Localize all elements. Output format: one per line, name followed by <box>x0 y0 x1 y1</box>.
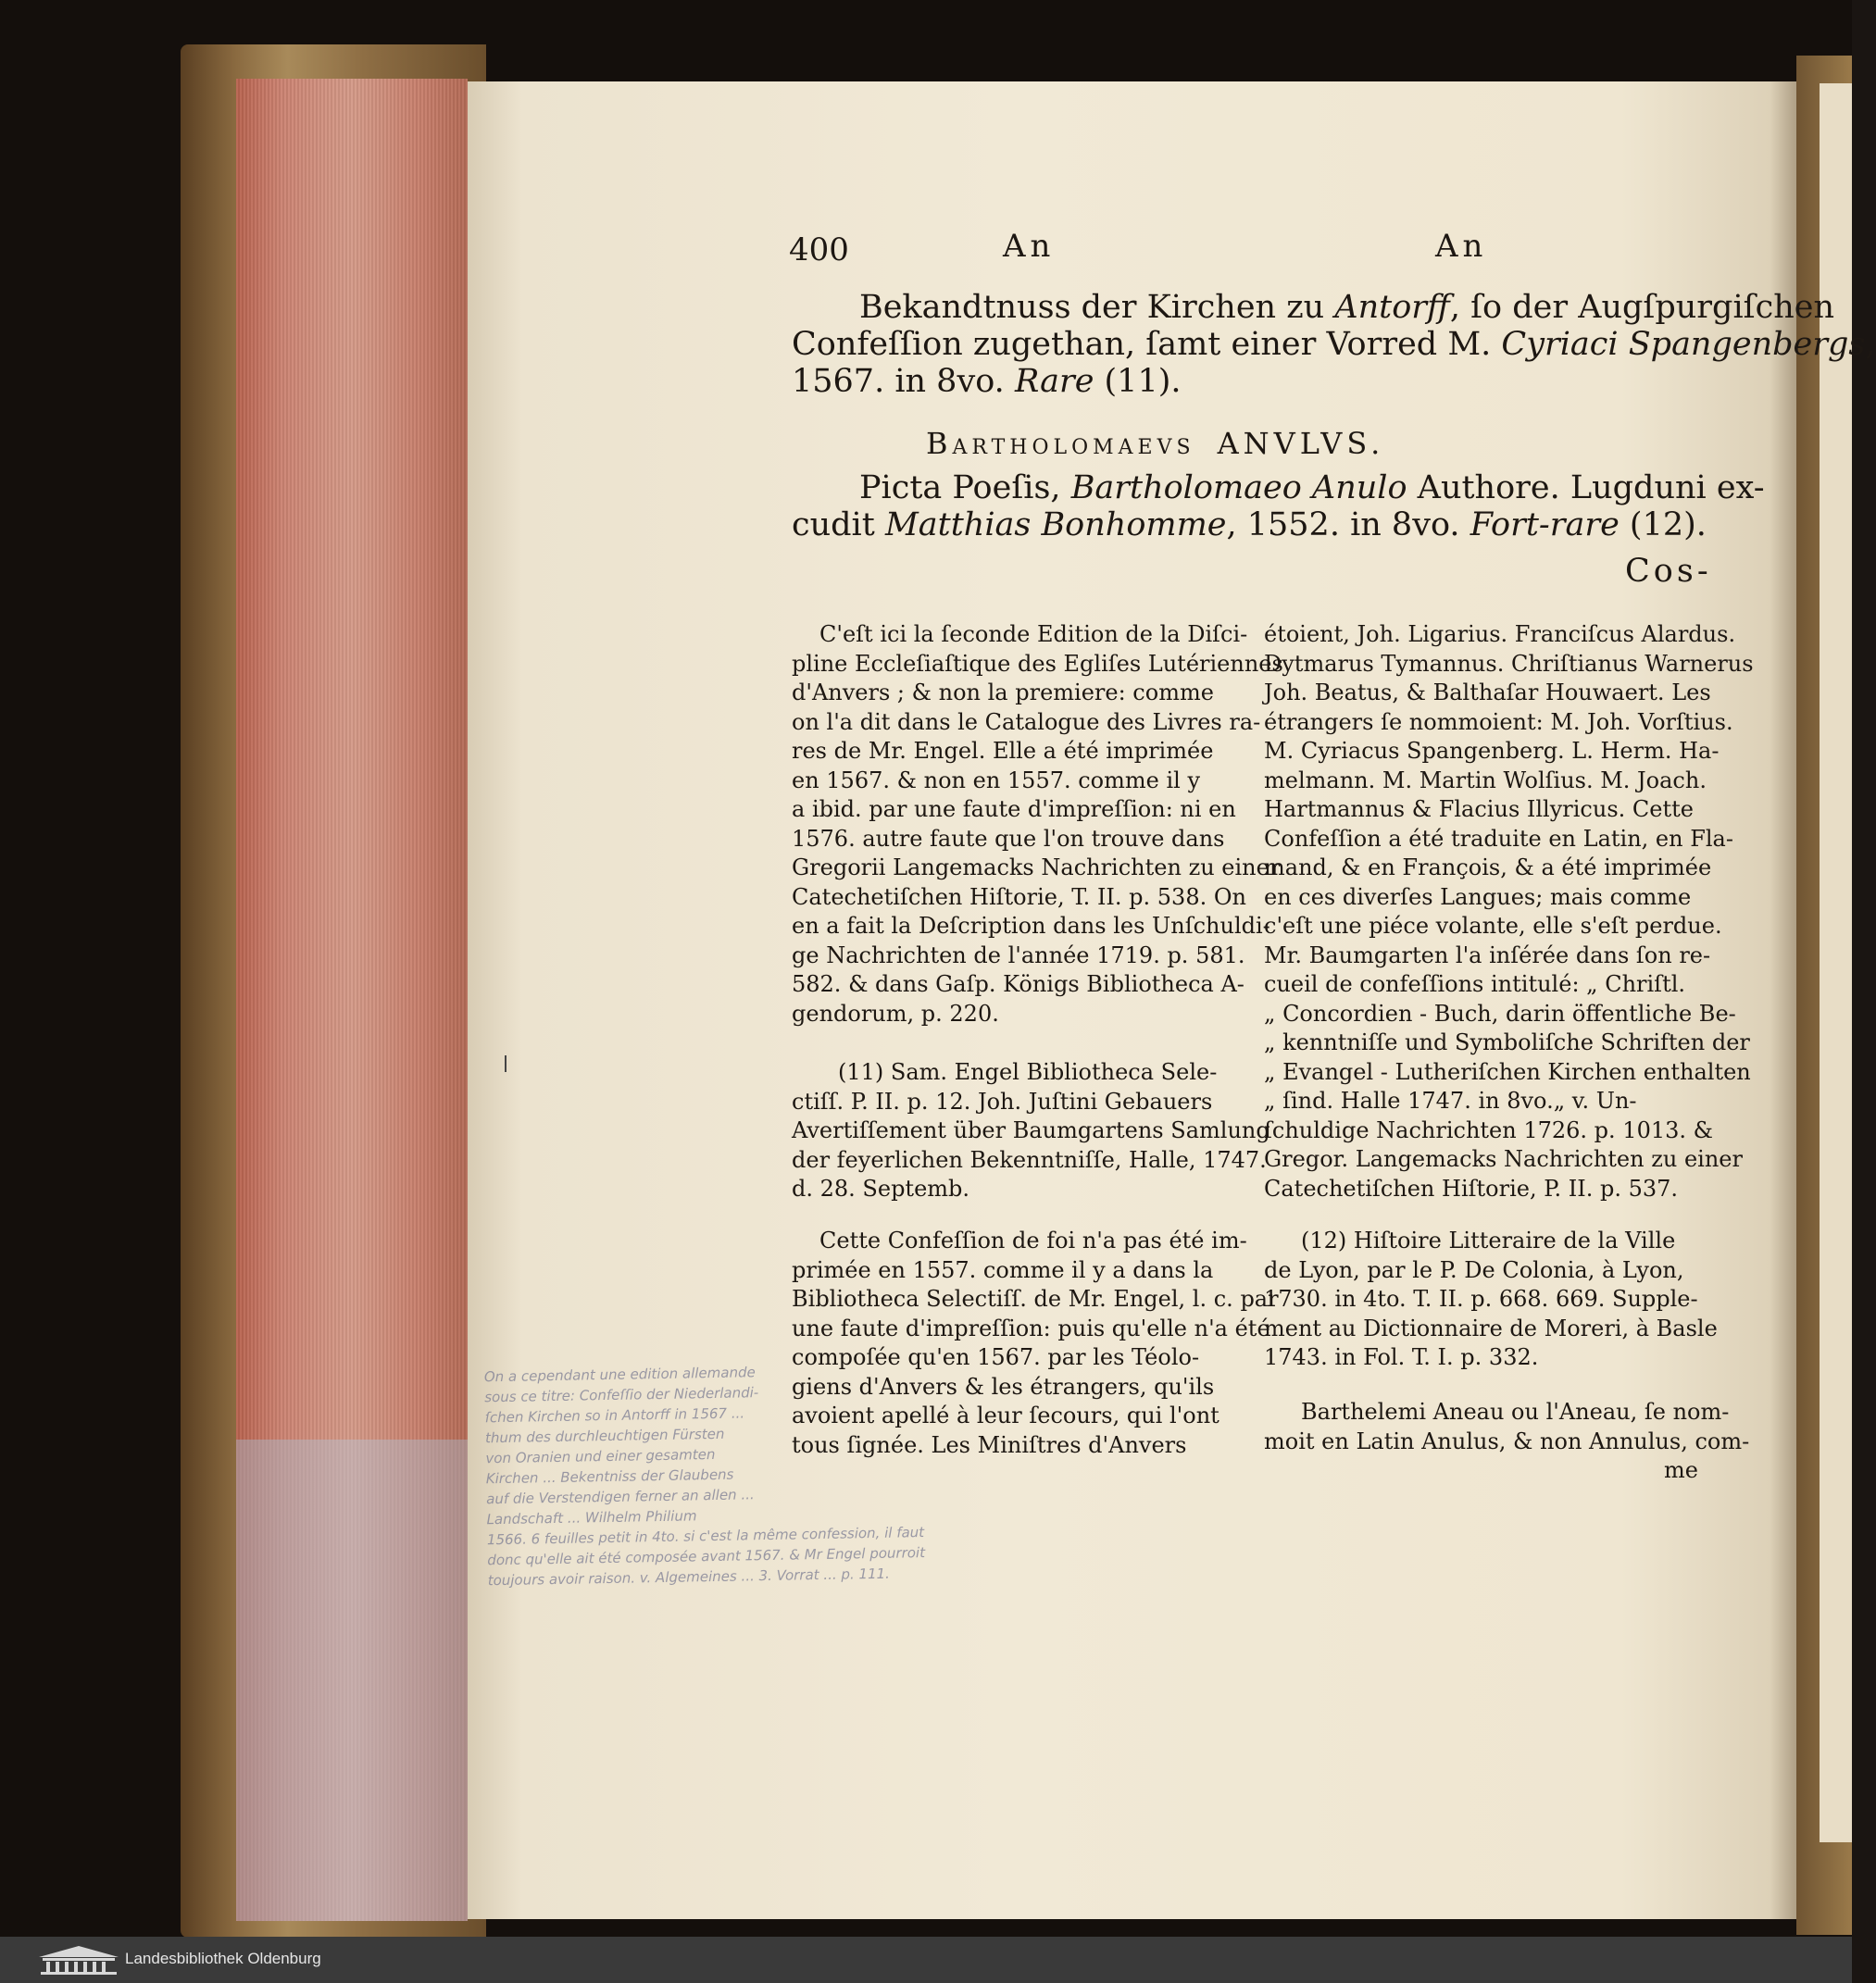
page-edges <box>236 79 468 1921</box>
entry-line: cudit Matthias Bonhomme, 1552. in 8vo. Fort-rare (12). <box>792 506 1707 543</box>
entry-line: Bekandtnuss der Kirchen zu Antorff, ſo der Augſpurgiſchen <box>859 289 1834 326</box>
library-building-icon <box>39 1946 119 1976</box>
margin-mark <box>505 1055 507 1072</box>
entry-line: Confeſſion zugethan, ſamt einer Vorred M. Cyriaci Spangenbergs, <box>792 326 1876 363</box>
footer-bar <box>0 1937 1852 1983</box>
running-head-left: An <box>1003 228 1056 265</box>
author-heading: Bartholomaevs ANVLVS. <box>926 426 1385 461</box>
entry-line: 1567. in 8vo. Rare (11). <box>792 363 1182 400</box>
left-column-para2: Cette Confeſſion de foi n'a pas été im- primée en 1557. comme il y a dans la Bibliotheca Selectiſſ. de Mr. Engel, l. c. par une faute d'impreſſion: puis qu'elle n'a été compoſée qu'en 1567. par les Téolo- giens d'Anvers & les étrangers, qu'ils avoient apellé à leur ſecours, qui l'ont tous ſignée. Les Miniſtres d'Anvers <box>792 1228 1279 1458</box>
right-column-para2: Barthelemi Aneau ou l'Aneau, ſe nom- moit en Latin Anulus, & non Annulus, com- me <box>1264 1399 1750 1483</box>
running-head-right: An <box>1435 228 1488 265</box>
entry-line: Picta Poeſis, Bartholomaeo Anulo Authore. Lugduni ex- <box>859 469 1765 506</box>
footnote-12: (12) Hiſtoire Litteraire de la Ville de Lyon, par le P. De Colonia, à Lyon, 1730. in 4to. T. II. p. 668. 669. Supple- ment au Dictionnaire de Moreri, à Basle 1743. in Fol. T. I. p. 332. <box>1264 1228 1718 1370</box>
library-name: Landesbibliothek Oldenburg <box>125 1950 321 1967</box>
footnote-11: (11) Sam. Engel Bibliotheca Sele- ctiſſ. P. II. p. 12. Joh. Juſtini Gebauers Avertiſſement über Baumgartens Samlung der feyerlichen Bekenntniſſe, Halle, 1747. d. 28. Septemb. <box>792 1059 1270 1202</box>
page-number: 400 <box>789 231 849 268</box>
right-column-para1: étoient, Joh. Ligarius. Franciſcus Alardus. Dytmarus Tymannus. Chriſtianus Warnerus Joh. Beatus, & Balthaſar Houwaert. Les étrangers ſe nommoient: M. Joh. Vorſtius. M. Cyriacus Spangenberg. L. Herm. Ha- melmann. M. Martin Wolſius. M. Joach. Hartmannus & Flacius Illyricus. Cette Confeſſion a été traduite en Latin, en Fla- mand, & en François, & a été imprimée en ces diverſes Langues; mais comme c'eſt une piéce volante, elle s'eſt perdue. Mr. Baumgarten l'a inſérée dans ſon re- cueil de confeſſions intitulé: „ Chriſtl. „ Concordien - Buch, darin öffentliche Be- „ kenntniſſe und Symboliſche Schriften der „ Evangel - Lutheriſchen Kirchen enthalten „ ſind. Halle 1747. in 8vo.„ v. Un- ſchuldige Nachrichten 1726. p. 1013. & Gregor. Langemacks Nachrichten zu einer Catechetiſchen Hiſtorie, P. II. p. 537. <box>1264 621 1754 1202</box>
catchword: Cos- <box>1625 553 1712 590</box>
handwritten-annotation: On a cependant une edition allemande sous ce titre: Confeſſio der Niederlandi- ſchen Kirchen so in Antorff in 1567 ... thum des durchleuchtigen Fürsten von Oranien und einer gesamten Kirchen ... Bekentniss der Glaubens auf die Verstendigen ferner an allen ... Landschaft ... Wilhelm Philium 1566. 6 feuilles petit in 4to. si c'est la même confession, il faut donc qu'elle ait été composée avant 1567. & Mr Engel pourroit toujours avoir raison. v. Algemeines ... 3. Vorrat ... p. 111. <box>483 1364 926 1590</box>
left-column-para1: C'eſt ici la ſeconde Edition de la Diſci- pline Eccleſiaſtique des Egliſes Lutériennes d'Anvers ; & non la premiere: comme on l'a dit dans le Catalogue des Livres ra- res de Mr. Engel. Elle a été imprimée en 1567. & non en 1557. comme il y a ibid. par une faute d'impreſſion: ni en 1576. autre faute que l'on trouve dans Gregorii Langemacks Nachrichten zu einer Catechetiſchen Hiſtorie, T. II. p. 538. On en a fait la Deſcription dans les Unſchuldi- ge Nachrichten de l'année 1719. p. 581. 582. & dans Gaſp. Königs Bibliotheca A- gendorum, p. 220. <box>792 621 1283 1027</box>
